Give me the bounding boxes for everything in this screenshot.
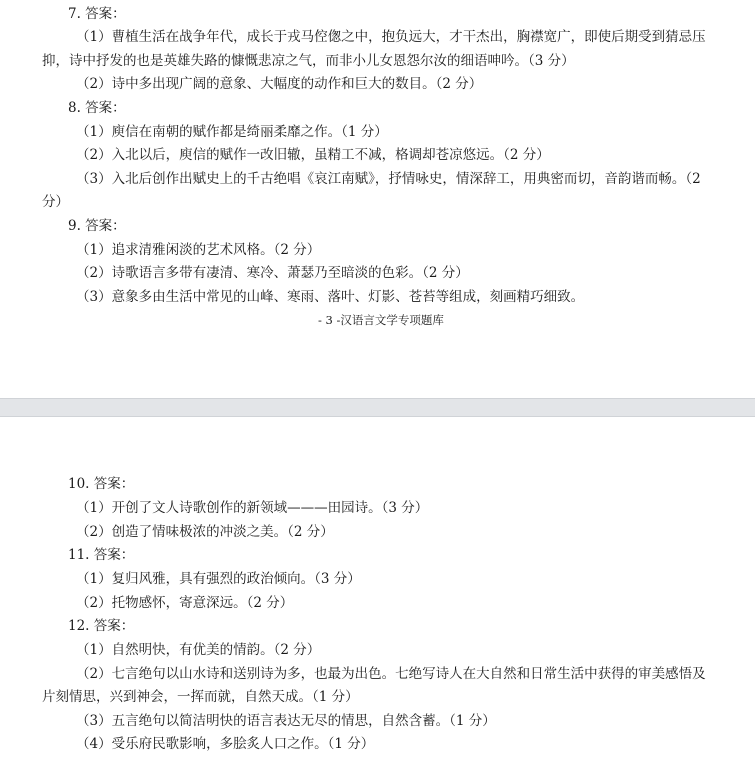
answer-line: （3）入北后创作出赋史上的千古绝唱《哀江南赋》，抒情咏史，情深辞工，用典密而切，音韵谐而畅。（2 — [76, 171, 701, 187]
question-12-heading: 12. 答案： — [68, 618, 135, 634]
answer-line: （1）曹植生活在战争年代，成长于戎马倥偬之中，抱负远大，才干杰出，胸襟宽广，即使后期受到猜忌压 — [76, 29, 706, 45]
question-8-heading: 8. 答案： — [68, 100, 126, 116]
question-9-heading: 9. 答案： — [68, 218, 126, 234]
answer-line: （1）自然明快，有优美的情韵。（2 分） — [76, 642, 321, 658]
question-11-heading: 11. 答案： — [68, 547, 135, 563]
answer-line: （2）诗歌语言多带有凄清、寒冷、萧瑟乃至暗淡的色彩。（2 分） — [76, 265, 469, 281]
question-10-heading: 10. 答案： — [68, 476, 135, 492]
answer-line: （3）意象多由生活中常见的山峰、寒雨、落叶、灯影、苍苔等组成，刻画精巧细致。 — [76, 289, 585, 305]
page-separator — [0, 398, 755, 417]
answer-line: （2）七言绝句以山水诗和送别诗为多，也最为出色。七绝写诗人在大自然和日常生活中获得的审美感悟及 — [76, 666, 706, 682]
answer-line: （4）受乐府民歌影响，多脍炙人口之作。（1 分） — [76, 736, 375, 752]
answer-line: 分） — [42, 194, 69, 210]
question-7-heading: 7. 答案： — [68, 6, 126, 22]
answer-line: （1）庾信在南朝的赋作都是绮丽柔靡之作。（1 分） — [76, 124, 388, 140]
answer-line: 抑，诗中抒发的也是英雄失路的慷慨悲凉之气，而非小儿女恩怨尔汝的细语呻吟。（3 分） — [42, 53, 575, 69]
answer-line: （1）追求清雅闲淡的艺术风格。（2 分） — [76, 242, 321, 258]
answer-line: （1）开创了文人诗歌创作的新领域———田园诗。（3 分） — [76, 500, 429, 516]
answer-line: （2）托物感怀，寄意深远。（2 分） — [76, 595, 294, 611]
document-page-4 — [0, 417, 755, 761]
page-footer: - 3 -汉语言文学专项题库 — [318, 313, 444, 327]
answer-line: （1）复归风雅，具有强烈的政治倾向。（3 分） — [76, 571, 361, 587]
answer-line: （2）入北以后，庾信的赋作一改旧辙，虽精工不减，格调却苍凉悠远。（2 分） — [76, 147, 550, 163]
answer-line: 片刻情思，兴到神会，一挥而就，自然天成。（1 分） — [42, 689, 359, 705]
answer-line: （2）创造了情味极浓的冲淡之美。（2 分） — [76, 524, 334, 540]
answer-line: （3）五言绝句以简洁明快的语言表达无尽的情思，自然含蓄。（1 分） — [76, 713, 496, 729]
answer-line: （2）诗中多出现广阔的意象、大幅度的动作和巨大的数目。（2 分） — [76, 76, 483, 92]
